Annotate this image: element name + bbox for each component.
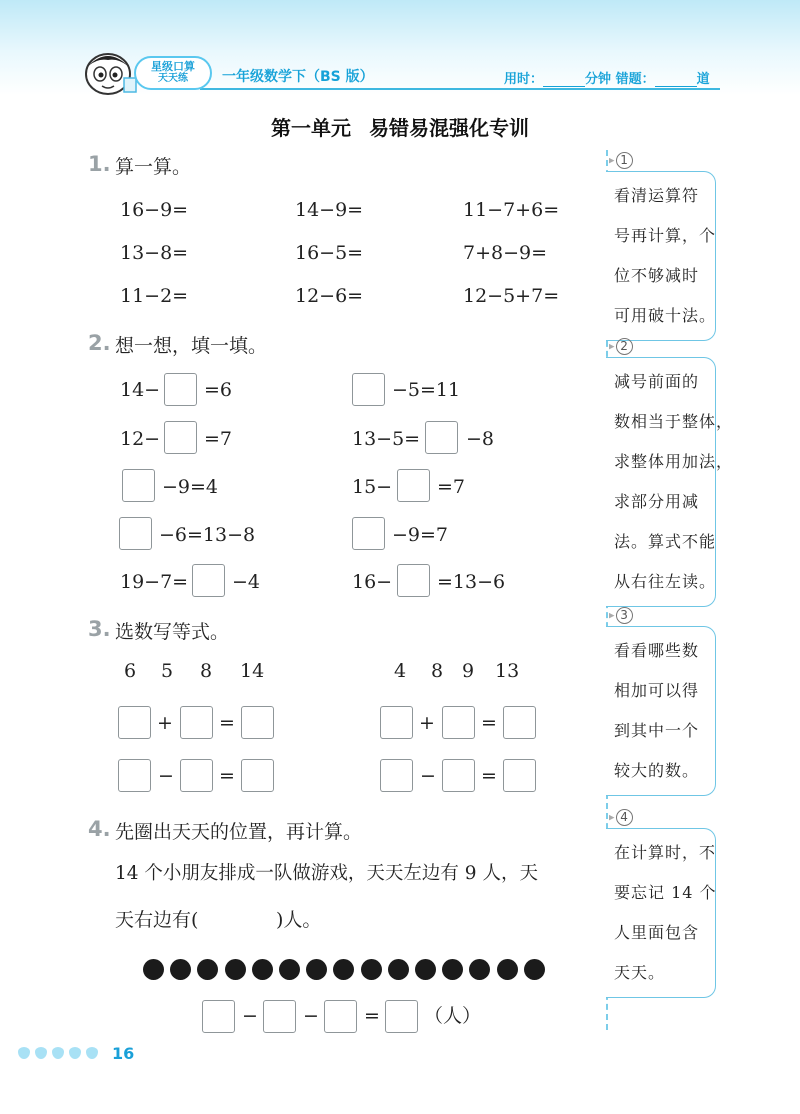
answer-box[interactable] — [425, 421, 458, 454]
q4-story-line2b: )人。 — [276, 909, 322, 931]
footer-dot — [69, 1047, 81, 1059]
q3-number-choice: 4 — [394, 660, 407, 682]
hint-line: 在计算时，不 — [614, 843, 717, 862]
hint-line: 看清运算符 — [614, 186, 700, 205]
child-dot[interactable] — [361, 959, 382, 980]
q2-text: =7 — [204, 428, 233, 450]
hint-4-box — [606, 828, 716, 998]
child-dot[interactable] — [497, 959, 518, 980]
q2-text: 19−7= — [120, 571, 189, 593]
hint-3-marker: ▸ 3 — [609, 607, 633, 624]
answer-box[interactable] — [380, 759, 413, 792]
hint-line: 看看哪些数 — [614, 641, 700, 660]
q3-number-choice: 14 — [240, 660, 265, 682]
answer-box[interactable] — [503, 706, 536, 739]
q1-expr: 7+8−9= — [463, 242, 548, 264]
child-dot[interactable] — [225, 959, 246, 980]
hint-line: 相加可以得 — [614, 681, 700, 700]
footer-dot — [86, 1047, 98, 1059]
answer-box[interactable] — [118, 759, 151, 792]
q4-prompt: 先圈出天天的位置，再计算。 — [115, 821, 363, 843]
child-dot[interactable] — [469, 959, 490, 980]
q1-number: 1. — [88, 152, 111, 176]
answer-box[interactable] — [118, 706, 151, 739]
q2-text: −6=13−8 — [159, 524, 256, 546]
footer-dot — [35, 1047, 47, 1059]
timing-record — [504, 68, 710, 87]
errors-blank[interactable] — [655, 73, 697, 87]
hint-line: 法。算式不能 — [614, 532, 717, 551]
q2-prompt: 想一想，填一填。 — [115, 335, 268, 357]
q2-text: 15− — [352, 476, 393, 498]
hint-line: 减号前面的 — [614, 372, 700, 391]
hint-line: 要忘记 14 个 — [614, 883, 717, 902]
q4-story-line1: 14 个小朋友排成一队做游戏，天天左边有 9 人，天 — [115, 863, 538, 884]
hint-2-box — [606, 357, 734, 607]
topic-title: 易错易混强化专训 — [369, 116, 529, 140]
q2-text: −4 — [232, 571, 261, 593]
q4-story-line2a: 天右边有( — [115, 909, 199, 931]
hint-line: 从右往左读。 — [614, 572, 717, 591]
q2-text: =7 — [437, 476, 466, 498]
q2-text: −5=11 — [392, 379, 461, 401]
q1-expr: 12−5+7= — [463, 285, 560, 307]
answer-box[interactable] — [397, 564, 430, 597]
answer-box[interactable] — [352, 373, 385, 406]
unit-label: （人） — [424, 1005, 482, 1027]
q4-number: 4. — [88, 817, 111, 841]
plus-sign: + — [419, 712, 435, 734]
hint-3-box — [606, 626, 716, 796]
answer-box[interactable] — [241, 759, 274, 792]
answer-box[interactable] — [385, 1000, 418, 1033]
child-dot[interactable] — [306, 959, 327, 980]
hint-line: 可用破十法。 — [614, 306, 717, 325]
equals-sign: = — [219, 765, 235, 787]
q3-number: 3. — [88, 617, 111, 641]
badge-line2: 天天练 — [158, 73, 188, 84]
hint-4-number: 4 — [616, 809, 633, 826]
answer-box[interactable] — [442, 706, 475, 739]
items-label: 道 — [696, 72, 710, 87]
footer-dot — [18, 1047, 30, 1059]
q2-text: =6 — [204, 379, 233, 401]
q3-number-choice: 5 — [161, 660, 174, 682]
answer-box[interactable] — [202, 1000, 235, 1033]
time-label: 用时： — [504, 72, 544, 87]
q3-prompt: 选数写等式。 — [115, 621, 230, 643]
hint-2-number: 2 — [616, 338, 633, 355]
hint-line: 求整体用加法， — [614, 452, 734, 471]
child-dot[interactable] — [143, 959, 164, 980]
plus-sign: + — [157, 712, 173, 734]
q2-text: −9=4 — [162, 476, 219, 498]
equals-sign: = — [219, 712, 235, 734]
answer-box[interactable] — [380, 706, 413, 739]
hint-1-box — [606, 171, 716, 341]
page-number: 16 — [112, 1044, 135, 1063]
q1-expr: 12−6= — [295, 285, 364, 307]
hint-4-marker: ▸ 4 — [609, 809, 633, 826]
answer-box[interactable] — [164, 373, 197, 406]
q3-number-choice: 9 — [462, 660, 475, 682]
answer-box[interactable] — [503, 759, 536, 792]
equals-sign: = — [364, 1005, 380, 1027]
q1-expr: 16−9= — [120, 199, 189, 221]
answer-box[interactable] — [192, 564, 225, 597]
footer-dot — [52, 1047, 64, 1059]
child-dot[interactable] — [279, 959, 300, 980]
minus-sign: − — [420, 765, 436, 787]
hint-line: 求部分用减 — [614, 492, 700, 511]
answer-box[interactable] — [324, 1000, 357, 1033]
answer-box[interactable] — [352, 517, 385, 550]
hint-2-marker: ▸ 2 — [609, 338, 633, 355]
answer-box[interactable] — [263, 1000, 296, 1033]
header-rule — [200, 88, 720, 90]
child-dot[interactable] — [524, 959, 545, 980]
minus-sign: − — [158, 765, 174, 787]
hint-line: 到其中一个 — [614, 721, 700, 740]
q2-text: 16− — [352, 571, 393, 593]
child-dot[interactable] — [442, 959, 463, 980]
series-badge — [134, 56, 212, 90]
answer-box[interactable] — [164, 421, 197, 454]
q1-expr: 11−2= — [120, 285, 189, 307]
page-title — [0, 112, 800, 141]
answer-box[interactable] — [241, 706, 274, 739]
q2-text: 14− — [120, 379, 161, 401]
unit-title: 第一单元 — [271, 116, 351, 140]
answer-box[interactable] — [180, 706, 213, 739]
answer-box[interactable] — [119, 517, 152, 550]
answer-box[interactable] — [397, 469, 430, 502]
hint-1-marker: ▸ 1 — [609, 152, 633, 169]
q1-expr: 16−5= — [295, 242, 364, 264]
time-blank[interactable] — [543, 73, 585, 87]
minus-sign: − — [242, 1005, 258, 1027]
q1-expr: 11−7+6= — [463, 199, 560, 221]
child-dot[interactable] — [333, 959, 354, 980]
q2-text: 12− — [120, 428, 161, 450]
equals-sign: = — [481, 765, 497, 787]
answer-box[interactable] — [122, 469, 155, 502]
q2-text: −8 — [466, 428, 495, 450]
hint-line: 天天。 — [614, 963, 666, 982]
q3-number-choice: 8 — [431, 660, 444, 682]
q3-number-choice: 8 — [200, 660, 213, 682]
child-dot[interactable] — [388, 959, 409, 980]
errors-label: 错题： — [615, 72, 655, 87]
minus-sign: − — [303, 1005, 319, 1027]
q1-expr: 14−9= — [295, 199, 364, 221]
hint-line: 位不够减时 — [614, 266, 700, 285]
minute-label: 分钟 — [585, 72, 612, 87]
equals-sign: = — [481, 712, 497, 734]
q2-text: =13−6 — [437, 571, 506, 593]
q1-expr: 13−8= — [120, 242, 189, 264]
child-dot[interactable] — [252, 959, 273, 980]
q2-text: −9=7 — [392, 524, 449, 546]
badge-line1: 星级口算 — [151, 60, 195, 73]
hint-line: 号再计算，个 — [614, 226, 717, 245]
q3-number-choice: 13 — [495, 660, 520, 682]
q2-number: 2. — [88, 331, 111, 355]
hint-line: 数相当于整体， — [614, 412, 734, 431]
q1-prompt: 算一算。 — [115, 156, 192, 178]
answer-box[interactable] — [180, 759, 213, 792]
mascot-icon — [78, 48, 140, 100]
hint-line: 人里面包含 — [614, 923, 700, 942]
answer-box[interactable] — [442, 759, 475, 792]
child-dot[interactable] — [197, 959, 218, 980]
child-dot[interactable] — [415, 959, 436, 980]
hint-1-number: 1 — [616, 152, 633, 169]
q3-number-choice: 6 — [124, 660, 137, 682]
child-dot[interactable] — [170, 959, 191, 980]
q2-text: 13−5= — [352, 428, 421, 450]
grade-label: 一年级数学下（BS 版） — [222, 69, 374, 85]
hint-line: 较大的数。 — [614, 761, 700, 780]
hint-3-number: 3 — [616, 607, 633, 624]
